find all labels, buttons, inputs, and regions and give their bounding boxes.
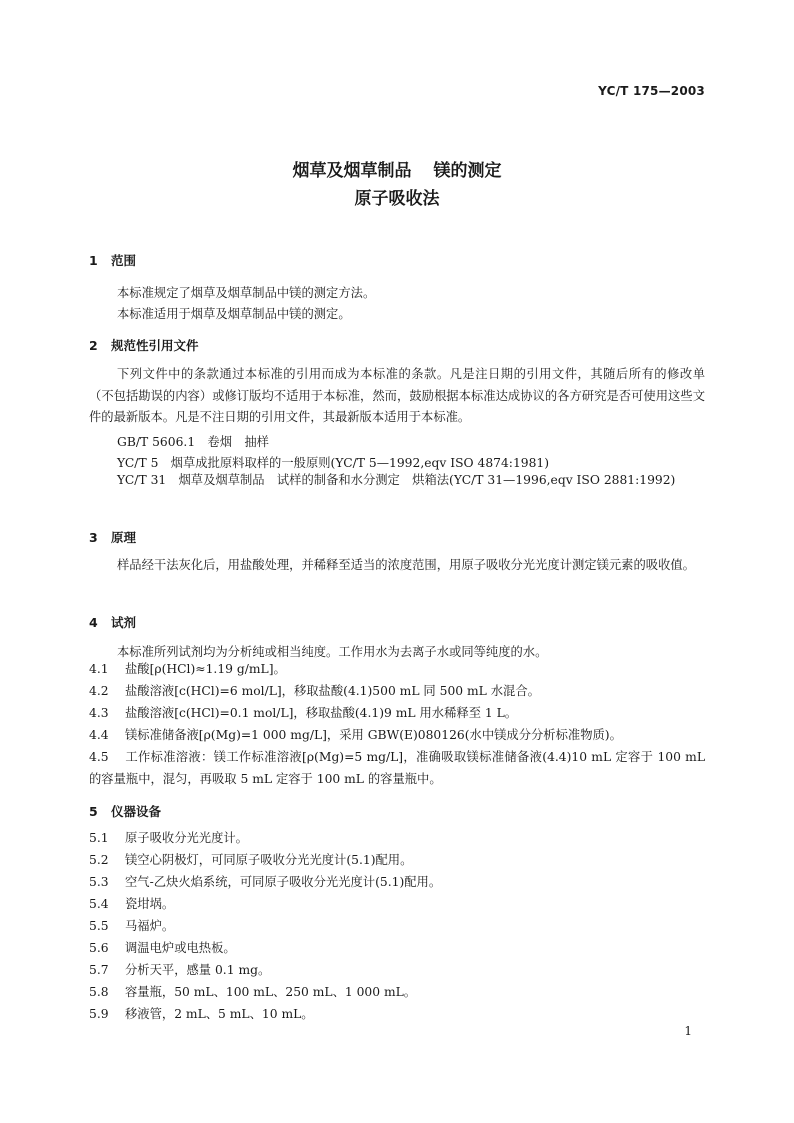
item-number: 4.2 — [89, 684, 109, 698]
section-number: 4 — [89, 615, 98, 630]
item-number: 5.6 — [89, 941, 109, 955]
list-item — [89, 960, 705, 982]
list-item — [89, 747, 705, 790]
item-number: 4.4 — [89, 728, 109, 742]
item-text: 工作标准溶液：镁工作标准溶液[ρ(Mg)=5 mg/L]，准确吸取镁标准储备液(4.4)10 mL 定容于 100 mL 的容量瓶中，混匀，再吸取 5 mL 定容于 100 mL 的容量瓶中。 — [89, 750, 705, 786]
document-subtitle: 原子吸收法 — [354, 189, 440, 209]
item-number: 5.1 — [89, 831, 109, 845]
item-number: 5.2 — [89, 853, 109, 867]
item-text: 调温电炉或电热板。 — [125, 941, 236, 955]
item-number: 5.3 — [89, 875, 109, 889]
list-item — [89, 725, 705, 747]
item-text: 空气-乙炔火焰系统，可同原子吸收分光光度计(5.1)配用。 — [125, 875, 442, 889]
page-number: 1 — [684, 1024, 692, 1038]
item-text: 马福炉。 — [125, 919, 175, 933]
section-title: 范围 — [111, 253, 137, 268]
section-title: 规范性引用文件 — [111, 338, 199, 353]
reference-item: GB/T 5606.1 卷烟 抽样 — [117, 435, 269, 449]
item-text: 盐酸溶液[c(HCl)=0.1 mol/L]，移取盐酸(4.1)9 mL 用水稀释至 1 L。 — [125, 706, 518, 720]
section-number: 2 — [89, 338, 98, 353]
section-heading-2 — [89, 336, 199, 354]
section-1-paragraph-1: 本标准规定了烟草及烟草制品中镁的测定方法。 — [117, 286, 376, 300]
item-text: 盐酸[ρ(HCl)≈1.19 g/mL]。 — [125, 662, 286, 676]
section-heading-3 — [89, 528, 136, 546]
item-text: 容量瓶，50 mL、100 mL、250 mL、1 000 mL。 — [125, 985, 417, 999]
item-number: 4.5 — [89, 750, 109, 764]
section-number: 3 — [89, 530, 98, 545]
item-text: 镁空心阴极灯，可同原子吸收分光光度计(5.1)配用。 — [125, 853, 413, 867]
item-number: 5.4 — [89, 897, 109, 911]
reference-item: YC/T 31 烟草及烟草制品 试样的制备和水分测定 烘箱法(YC/T 31—1996,eqv ISO 2881:1992) — [117, 473, 676, 487]
section-title: 仪器设备 — [111, 804, 162, 819]
list-item — [89, 982, 705, 1004]
section-title: 试剂 — [111, 615, 137, 630]
list-item — [89, 681, 705, 703]
list-item — [89, 938, 705, 960]
item-text: 移液管，2 mL、5 mL、10 mL。 — [125, 1007, 314, 1021]
item-number: 5.9 — [89, 1007, 109, 1021]
section-heading-4 — [89, 613, 136, 631]
item-text: 镁标准储备液[ρ(Mg)=1 000 mg/L]，采用 GBW(E)080126(水中镁成分分析标准物质)。 — [125, 728, 622, 742]
list-item — [89, 872, 705, 894]
list-item — [89, 894, 705, 916]
section-number: 1 — [89, 253, 98, 268]
list-item — [89, 703, 705, 725]
section-title: 原理 — [111, 530, 137, 545]
list-item — [89, 1004, 705, 1026]
item-number: 5.8 — [89, 985, 109, 999]
item-number: 5.7 — [89, 963, 109, 977]
section-2-paragraph: 下列文件中的条款通过本标准的引用而成为本标准的条款。凡是注日期的引用文件，其随后所有的修改单（不包括勘误的内容）或修订版均不适用于本标准，然而，鼓励根据本标准达成协议的各方研究是否可使用这些文件的最新版本。凡是不注日期的引用文件，其最新版本适用于本标准。 — [89, 367, 705, 424]
item-text: 瓷坩埚。 — [125, 897, 175, 911]
section-4-paragraph: 本标准所列试剂均为分析纯或相当纯度。工作用水为去离子水或同等纯度的水。 — [117, 645, 548, 659]
section-heading-5 — [89, 802, 161, 820]
list-item — [89, 828, 705, 850]
item-text: 分析天平，感量 0.1 mg。 — [125, 963, 271, 977]
section-heading-1 — [89, 251, 136, 269]
list-item — [89, 850, 705, 872]
item-number: 5.5 — [89, 919, 109, 933]
reference-item: YC/T 5 烟草成批原料取样的一般原则(YC/T 5—1992,eqv ISO 4874:1981) — [117, 456, 550, 470]
section-3-paragraph: 样品经干法灰化后，用盐酸处理，并稀释至适当的浓度范围，用原子吸收分光光度计测定镁元素的吸收值。 — [117, 558, 695, 572]
document-code: YC/T 175—2003 — [598, 84, 705, 98]
item-number: 4.1 — [89, 662, 109, 676]
section-1-paragraph-2: 本标准适用于烟草及烟草制品中镁的测定。 — [117, 307, 351, 321]
title-part-1: 烟草及烟草制品 — [292, 161, 412, 181]
item-text: 原子吸收分光光度计。 — [125, 831, 248, 845]
item-text: 盐酸溶液[c(HCl)=6 mol/L]，移取盐酸(4.1)500 mL 同 500 mL 水混合。 — [125, 684, 540, 698]
document-title — [0, 156, 794, 181]
section-number: 5 — [89, 804, 98, 819]
item-number: 4.3 — [89, 706, 109, 720]
list-item — [89, 916, 705, 938]
title-part-2: 镁的测定 — [433, 161, 502, 181]
list-item — [89, 659, 705, 681]
